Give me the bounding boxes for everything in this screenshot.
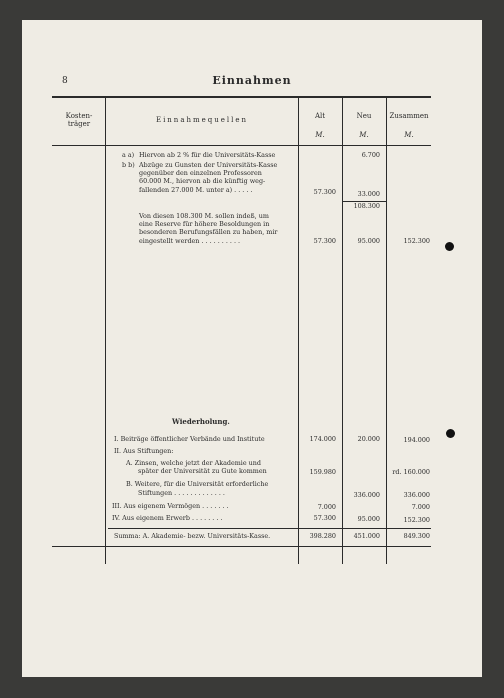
col-divider-1 — [105, 98, 106, 564]
header-neu-unit: M. — [359, 131, 369, 139]
row-iii-zus: 7.000 — [411, 503, 430, 511]
row-v-line3: besonderen Berufungsfällen zu haben, mir — [139, 228, 278, 236]
header-neu: Neu — [356, 112, 372, 120]
row-i-neu: 20.000 — [357, 435, 380, 443]
row-i-zus: 194.000 — [403, 436, 430, 444]
table-top-rule — [52, 96, 431, 98]
header-kostentraeger-line2: träger — [67, 120, 91, 128]
row-aa-neu: 6.700 — [361, 151, 380, 159]
row-bb-line4: fallenden 27.000 M. unter a) . . . . . — [139, 186, 253, 194]
punch-hole-bottom — [446, 429, 455, 438]
wiederholung-heading: Wiederholung. — [172, 417, 230, 426]
row-a-line2: später der Universität zu Gute kommen — [138, 467, 267, 475]
row-summa-neu: 451.000 — [353, 532, 380, 540]
row-iii-alt: 7.000 — [317, 503, 336, 511]
row-iii-text: III. Aus eigenem Vermögen . . . . . . . — [112, 502, 229, 510]
summa-top-rule — [108, 528, 431, 529]
row-aa-label: a a) — [122, 151, 135, 159]
row-iv-neu: 95.000 — [357, 515, 380, 523]
row-sum-neu: 108.300 — [353, 202, 380, 210]
row-aa-text: Hiervon ab 2 % für die Universitäts-Kasse — [139, 151, 276, 159]
page-title: Einnahmen — [212, 74, 292, 87]
row-a-alt: 159.980 — [309, 468, 336, 476]
row-bb-line3: 60.000 M., hiervon ab die künftig weg- — [139, 177, 266, 185]
row-a-zus: rd. 160.000 — [392, 468, 430, 476]
row-a-line1: A. Zinsen, welche jetzt der Akademie und — [126, 459, 261, 467]
row-bb-line2: gegenüber den einzelnen Professoren — [139, 169, 262, 177]
header-zusammen: Zusammen — [389, 112, 429, 120]
row-summa-alt: 398.280 — [309, 532, 336, 540]
row-bb-line1: Abzüge zu Gunsten der Universitäts-Kasse — [139, 161, 278, 169]
punch-hole-top — [445, 242, 454, 251]
row-v-line1: Von diesen 108.300 M. sollen indeß, um — [139, 212, 269, 220]
header-kostentraeger — [54, 112, 104, 128]
row-bb-label: b b) — [122, 161, 135, 169]
row-i-text: I. Beiträge öffentlicher Verbände und Institute — [114, 435, 265, 443]
row-b-zus: 336.000 — [403, 491, 430, 499]
row-iv-alt: 57.300 — [313, 514, 336, 522]
row-b-line2: Stiftungen . . . . . . . . . . . . . — [138, 489, 225, 497]
row-v-line2: eine Reserve für höhere Besoldungen in — [139, 220, 270, 228]
row-summa-zus: 849.300 — [403, 532, 430, 540]
row-v-line4: eingestellt werden . . . . . . . . . . — [139, 237, 241, 245]
row-bb-alt: 57.300 — [313, 188, 336, 196]
row-iv-zus: 152.300 — [403, 516, 430, 524]
row-v-zus: 152.300 — [403, 237, 430, 245]
header-alt: Alt — [314, 112, 326, 120]
header-zusammen-unit: M. — [404, 131, 414, 139]
row-summa-text: Summa: A. Akademie- bezw. Universitäts-Kasse. — [114, 532, 271, 540]
row-bb-neu: 33.000 — [357, 190, 380, 198]
header-kostentraeger-line1: Kosten- — [65, 112, 93, 120]
page-number: 8 — [62, 76, 68, 86]
row-ii-text: II. Aus Stiftungen: — [114, 447, 174, 455]
row-i-alt: 174.000 — [309, 435, 336, 443]
row-v-neu: 95.000 — [357, 237, 380, 245]
col-divider-2 — [298, 98, 299, 564]
table-bottom-rule — [52, 546, 431, 547]
row-b-neu: 336.000 — [353, 491, 380, 499]
row-v-alt: 57.300 — [313, 237, 336, 245]
row-b-line1: B. Weitere, für die Universität erforderliche — [126, 480, 269, 488]
header-alt-unit: M. — [315, 131, 325, 139]
row-iv-text: IV. Aus eigenem Erwerb . . . . . . . . — [112, 514, 223, 522]
header-bottom-rule — [52, 145, 431, 146]
header-einnahmequellen: Einnahmequellen — [155, 116, 249, 124]
